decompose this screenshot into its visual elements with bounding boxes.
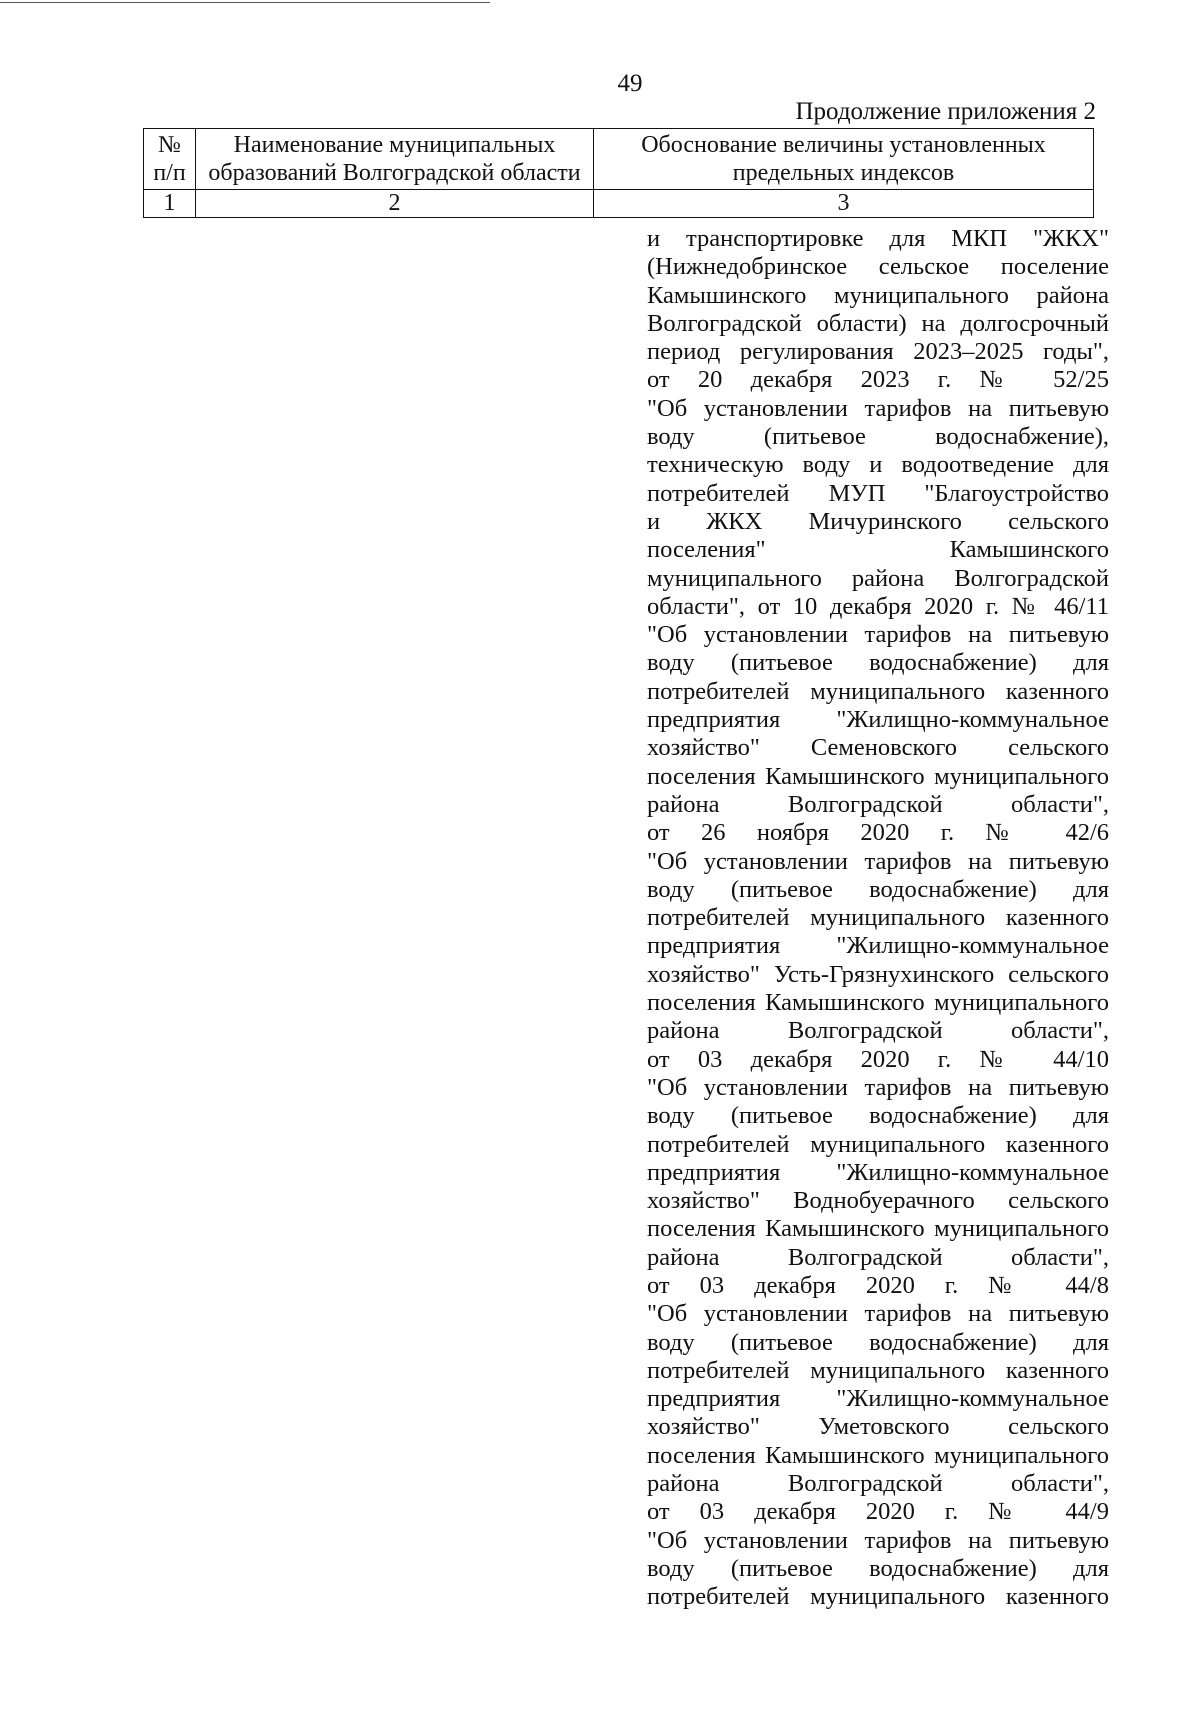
text-line: "Об установлении тарифов на питьевую	[647, 1073, 1109, 1101]
header-table	[143, 128, 1094, 218]
text-line: потребителей муниципального казенного	[647, 1130, 1109, 1158]
text-line: района Волгоградской области",	[647, 1470, 1109, 1498]
text-line: (Нижнедобринское сельское поселение	[647, 253, 1109, 281]
text-line: поселения Камышинского муниципального	[647, 1441, 1109, 1469]
text-line: "Об установлении тарифов на питьевую	[647, 621, 1109, 649]
justification-text	[647, 225, 1109, 1612]
scan-edge-line	[0, 2, 490, 3]
text-line: потребителей муниципального казенного	[647, 904, 1109, 932]
text-line: от 03 декабря 2020 г. № 44/8	[647, 1271, 1109, 1299]
appendix-continuation-label: Продолжение приложения 2	[795, 98, 1096, 125]
column-number-1: 1	[144, 190, 196, 218]
text-line: от 03 декабря 2020 г. № 44/10	[647, 1045, 1109, 1073]
header-cell-municipality: Наименование муниципальных образований Волгоградской области	[196, 129, 594, 190]
text-line: потребителей муниципального казенного	[647, 677, 1109, 705]
column-number-row	[144, 190, 1094, 218]
column-number-3: 3	[594, 190, 1094, 218]
header-cell-number: № п/п	[144, 129, 196, 190]
text-line: "Об установлении тарифов на питьевую	[647, 847, 1109, 875]
text-line: "Об установлении тарифов на питьевую	[647, 1300, 1109, 1328]
text-line: потребителей МУП "Благоустройство	[647, 479, 1109, 507]
header-row	[144, 129, 1094, 190]
column-number-2: 2	[196, 190, 594, 218]
text-line: Камышинского муниципального района	[647, 281, 1109, 309]
text-line: предприятия "Жилищно-коммунальное	[647, 1385, 1109, 1413]
text-line: и ЖКХ Мичуринского сельского	[647, 507, 1109, 535]
text-line: воду (питьевое водоснабжение),	[647, 423, 1109, 451]
text-line: "Об установлении тарифов на питьевую	[647, 1526, 1109, 1554]
text-line: предприятия "Жилищно-коммунальное	[647, 1158, 1109, 1186]
text-line: хозяйство" Воднобуерачного сельского	[647, 1187, 1109, 1215]
text-line: района Волгоградской области",	[647, 1243, 1109, 1271]
text-line: хозяйство" Усть-Грязнухинского сельского	[647, 960, 1109, 988]
text-line: и транспортировке для МКП "ЖКХ"	[647, 225, 1109, 252]
header-cell-justification: Обоснование величины установленных предельных индексов	[594, 129, 1094, 190]
text-line: поселения Камышинского муниципального	[647, 989, 1109, 1017]
text-line: от 26 ноября 2020 г. № 42/6	[647, 819, 1109, 847]
text-line: хозяйство" Семеновского сельского	[647, 734, 1109, 762]
text-line: воду (питьевое водоснабжение) для	[647, 875, 1109, 903]
text-line: воду (питьевое водоснабжение) для	[647, 1328, 1109, 1356]
text-line: потребителей муниципального казенного	[647, 1583, 1109, 1611]
text-line: поселения Камышинского муниципального	[647, 1215, 1109, 1243]
text-line: муниципального района Волгоградской	[647, 564, 1109, 592]
text-line: воду (питьевое водоснабжение) для	[647, 1102, 1109, 1130]
text-line: период регулирования 2023–2025 годы",	[647, 338, 1109, 366]
text-line: предприятия "Жилищно-коммунальное	[647, 706, 1109, 734]
text-line: поселения" Камышинского	[647, 536, 1109, 564]
text-line: воду (питьевое водоснабжение) для	[647, 649, 1109, 677]
text-line: от 20 декабря 2023 г. № 52/25	[647, 366, 1109, 394]
text-line: района Волгоградской области",	[647, 790, 1109, 818]
text-line: района Волгоградской области",	[647, 1017, 1109, 1045]
text-line: техническую воду и водоотведение для	[647, 451, 1109, 479]
text-line: поселения Камышинского муниципального	[647, 762, 1109, 790]
text-line: Волгоградской области) на долгосрочный	[647, 309, 1109, 337]
text-line: "Об установлении тарифов на питьевую	[647, 394, 1109, 422]
text-line: предприятия "Жилищно-коммунальное	[647, 932, 1109, 960]
text-line: области", от 10 декабря 2020 г. № 46/11	[647, 592, 1109, 620]
text-line: потребителей муниципального казенного	[647, 1356, 1109, 1384]
text-line: хозяйство" Уметовского сельского	[647, 1413, 1109, 1441]
text-line: от 03 декабря 2020 г. № 44/9	[647, 1498, 1109, 1526]
text-line: воду (питьевое водоснабжение) для	[647, 1554, 1109, 1582]
page-number: 49	[617, 70, 643, 97]
